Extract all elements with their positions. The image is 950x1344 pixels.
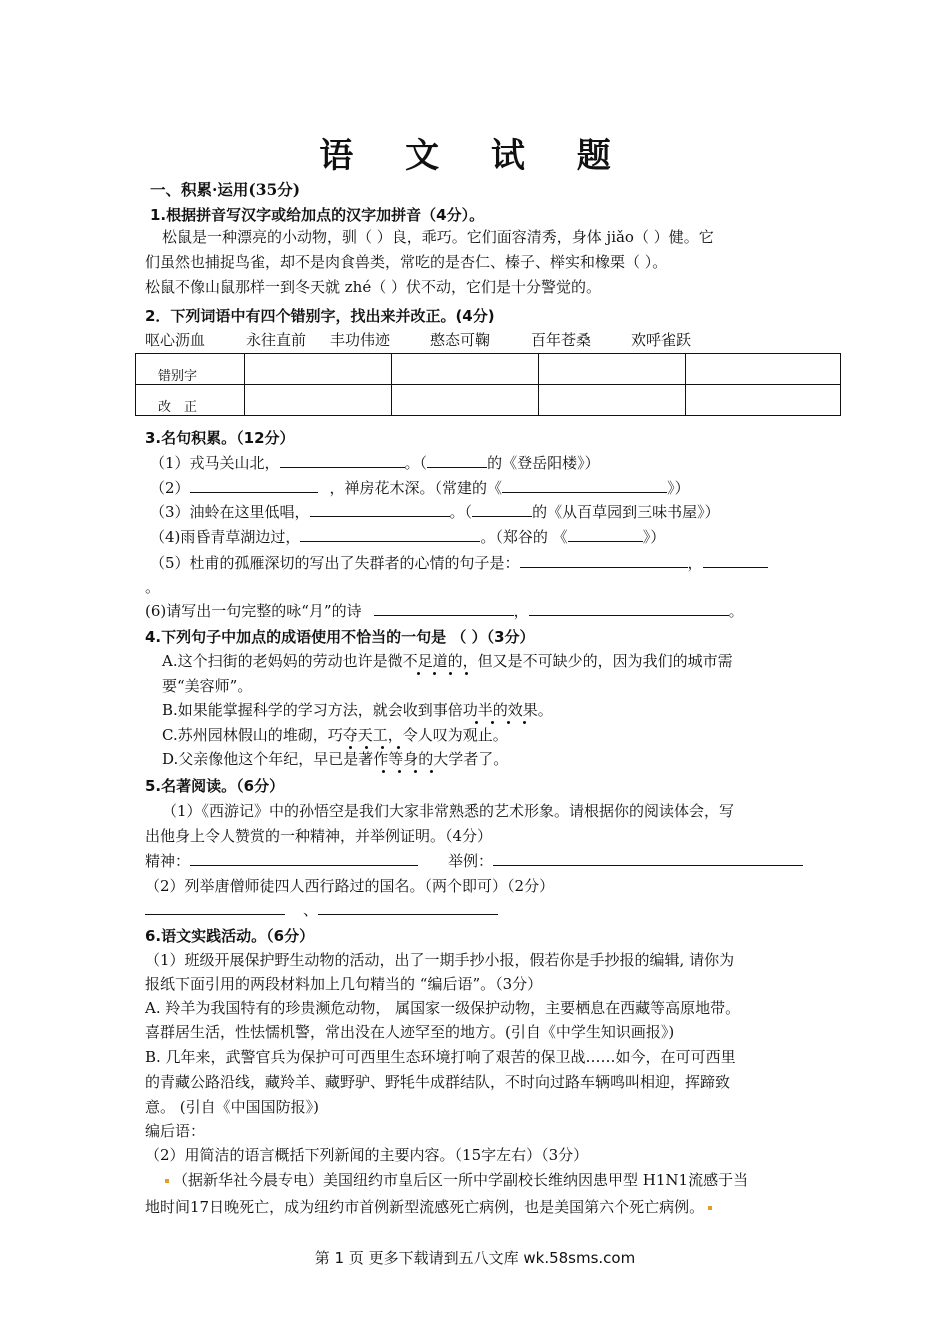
text: 。（ bbox=[449, 503, 473, 521]
q4-option-c: C.苏州园林假山的堆砌，巧夺天工，令人叹为观止。 bbox=[162, 726, 508, 744]
q2-word: 欢呼雀跃 bbox=[631, 331, 692, 349]
blank[interactable] bbox=[529, 601, 729, 616]
q3-line-6 bbox=[145, 600, 744, 621]
q5-answer-line bbox=[145, 850, 803, 871]
text: 》） bbox=[667, 479, 690, 497]
q6-part-1: （1）班级开展保护野生动物的活动，出了一期手抄小报，假若你是手抄报的编辑, 请你为 bbox=[145, 951, 735, 969]
answer-cell[interactable] bbox=[245, 385, 392, 416]
q4-option-b: B.如果能掌握科学的学习方法，就会收到事倍功半的效果。 bbox=[162, 701, 553, 719]
answer-cell[interactable] bbox=[686, 385, 841, 416]
blank[interactable] bbox=[520, 553, 688, 568]
q3-line-2 bbox=[150, 477, 690, 498]
example-label: 举例： bbox=[448, 852, 494, 870]
spirit-label: 精神： bbox=[145, 852, 191, 870]
q6-material-a: A. 羚羊为我国特有的珍贵濒危动物， 属国家一级保护动物，主要栖息在西藏等高原地带。 bbox=[145, 999, 741, 1017]
question-5-heading: 5.名著阅读。（6分） bbox=[145, 777, 285, 795]
text: ， bbox=[513, 602, 529, 620]
answer-cell[interactable] bbox=[392, 385, 539, 416]
q3-line-3 bbox=[150, 501, 720, 522]
q2-word: 丰功伟迹 bbox=[330, 331, 391, 349]
text: 。（郑谷的 《 bbox=[480, 528, 568, 546]
question-2-heading: 2．下列词语中有四个错别字，找出来并改正。(4分) bbox=[145, 307, 495, 325]
marker-dot bbox=[708, 1206, 712, 1210]
text: （5）杜甫的孤雁深切的写出了失群者的心情的句子是： bbox=[150, 554, 520, 572]
text: 。（ bbox=[404, 454, 428, 472]
editor-note-label: 编后语： bbox=[145, 1122, 206, 1140]
answer-cell[interactable] bbox=[539, 354, 686, 385]
q6-material-b-end: 意。 (引自《中国国防报》) bbox=[145, 1098, 319, 1116]
q3-line-1 bbox=[150, 452, 600, 473]
text: (6)请写出一句完整的咏“月”的诗 bbox=[145, 602, 362, 620]
example-blank[interactable] bbox=[493, 851, 803, 866]
page-footer: 第 1 页 更多下载请到五八文库 wk.58sms.com bbox=[314, 1249, 636, 1267]
q6-material-b-cont: 的青藏公路沿线，藏羚羊、藏野驴、野牦牛成群结队，不时向过路车辆鸣叫相迎，挥蹄致 bbox=[145, 1073, 731, 1091]
question-3-heading: 3.名句积累。（12分） bbox=[145, 429, 295, 447]
blank[interactable] bbox=[703, 553, 768, 568]
text: 的《从百草园到三味书屋》） bbox=[532, 503, 720, 521]
q4-option-a-cont: 要“美容师”。 bbox=[162, 677, 253, 695]
page-title: 语 文 试 题 bbox=[319, 136, 631, 176]
q5-country-line bbox=[145, 899, 498, 920]
q2-word: 百年苍桑 bbox=[531, 331, 592, 349]
answer-cell[interactable] bbox=[539, 385, 686, 416]
separator: 、 bbox=[303, 901, 319, 919]
q1-line: 松鼠不像山鼠那样一到冬天就 zhé（ ）伏不动，它们是十分警觉的。 bbox=[145, 278, 601, 296]
question-1-heading: 1.根据拼音写汉字或给加点的汉字加拼音（4分）。 bbox=[150, 206, 485, 224]
q1-line: 松鼠是一种漂亮的小动物，驯（ ）良，乖巧。它们面容清秀，身体 jiǎo（ ）健。它 bbox=[162, 228, 714, 246]
text: 的《登岳阳楼》） bbox=[487, 454, 600, 472]
answer-cell[interactable] bbox=[392, 354, 539, 385]
blank[interactable] bbox=[427, 453, 487, 468]
question-6-heading: 6.语文实践活动。（6分） bbox=[145, 927, 315, 945]
question-4-heading: 4.下列句子中加点的成语使用不恰当的一句是 （ ）（3分） bbox=[145, 628, 535, 646]
text: ， bbox=[687, 554, 703, 572]
q4-option-d: D.父亲像他这个年纪，早已是著作等身的大学者了。 bbox=[162, 750, 509, 768]
blank[interactable] bbox=[300, 527, 480, 542]
q2-word: 永往直前 bbox=[246, 331, 307, 349]
q6-material-a-cont: 喜群居生活，性怯懦机警，常出没在人迹罕至的地方。(引自《中学生知识画报》) bbox=[145, 1023, 675, 1041]
text: 。 bbox=[728, 602, 744, 620]
q5-part-1-cont: 出他身上令人赞赏的一种精神，并举例证明。（4分） bbox=[145, 827, 493, 845]
q5-part-2: （2）列举唐僧师徒四人西行路过的国名。（两个即可）（2分） bbox=[145, 877, 555, 895]
row-label-correct: 改 正 bbox=[136, 385, 245, 416]
answer-cell[interactable] bbox=[686, 354, 841, 385]
country-blank[interactable] bbox=[145, 900, 285, 915]
blank[interactable] bbox=[472, 502, 532, 517]
blank[interactable] bbox=[568, 527, 643, 542]
q2-word: 憨态可鞠 bbox=[430, 331, 491, 349]
blank[interactable] bbox=[502, 478, 667, 493]
correction-table bbox=[135, 353, 841, 416]
text: 》） bbox=[642, 528, 666, 546]
text: （4)雨昏青草湖边过， bbox=[150, 528, 301, 546]
q3-line-5-end: 。 bbox=[145, 578, 161, 596]
q5-part-1: （1）《西游记》中的孙悟空是我们大家非常熟悉的艺术形象。请根据你的阅读体会，写 bbox=[162, 802, 735, 820]
section-heading: 一、积累·运用(35分) bbox=[150, 180, 301, 199]
text: ，禅房花木深。（常建的《 bbox=[329, 479, 503, 497]
text: 地时间17日晚死亡，成为纽约市首例新型流感死亡病例，也是美国第六个死亡病例。 bbox=[145, 1198, 705, 1216]
blank[interactable] bbox=[190, 478, 318, 493]
row-label-wrong: 错别字 bbox=[136, 354, 245, 385]
spirit-blank[interactable] bbox=[190, 851, 418, 866]
country-blank[interactable] bbox=[318, 900, 498, 915]
q3-line-5 bbox=[150, 552, 768, 573]
q6-part-2: （2）用简洁的语言概括下列新闻的主要内容。（15字左右）（3分） bbox=[145, 1146, 589, 1164]
answer-cell[interactable] bbox=[245, 354, 392, 385]
news-line bbox=[145, 1196, 716, 1217]
text: （3）油蛉在这里低唱， bbox=[150, 503, 310, 521]
text: （1）戎马关山北， bbox=[150, 454, 280, 472]
news-line bbox=[165, 1169, 748, 1190]
q6-part-1-cont: 报纸下面引用的两段材料加上几句精当的 “编后语”。（3分） bbox=[145, 975, 543, 993]
text: （据新华社今晨专电）美国纽约市皇后区一所中学副校长维纳因患甲型 H1N1流感于当 bbox=[173, 1171, 749, 1189]
blank[interactable] bbox=[280, 453, 405, 468]
q3-line-4 bbox=[150, 526, 665, 547]
blank[interactable] bbox=[310, 502, 450, 517]
blank[interactable] bbox=[374, 601, 514, 616]
q6-material-b: B. 几年来，武警官兵为保护可可西里生态环境打响了艰苦的保卫战……如今，在可可西里 bbox=[145, 1048, 736, 1066]
q1-line: 们虽然也捕捉鸟雀，却不是肉食兽类，常吃的是杏仁、榛子、榉实和橡栗（ ）。 bbox=[145, 253, 668, 271]
q4-option-a: A.这个扫街的老妈妈的劳动也许是微不足道的，但又是不可缺少的，因为我们的城市需 bbox=[162, 652, 733, 670]
marker-dot bbox=[165, 1179, 169, 1183]
q2-word: 呕心沥血 bbox=[145, 331, 206, 349]
text: （2） bbox=[150, 479, 190, 497]
